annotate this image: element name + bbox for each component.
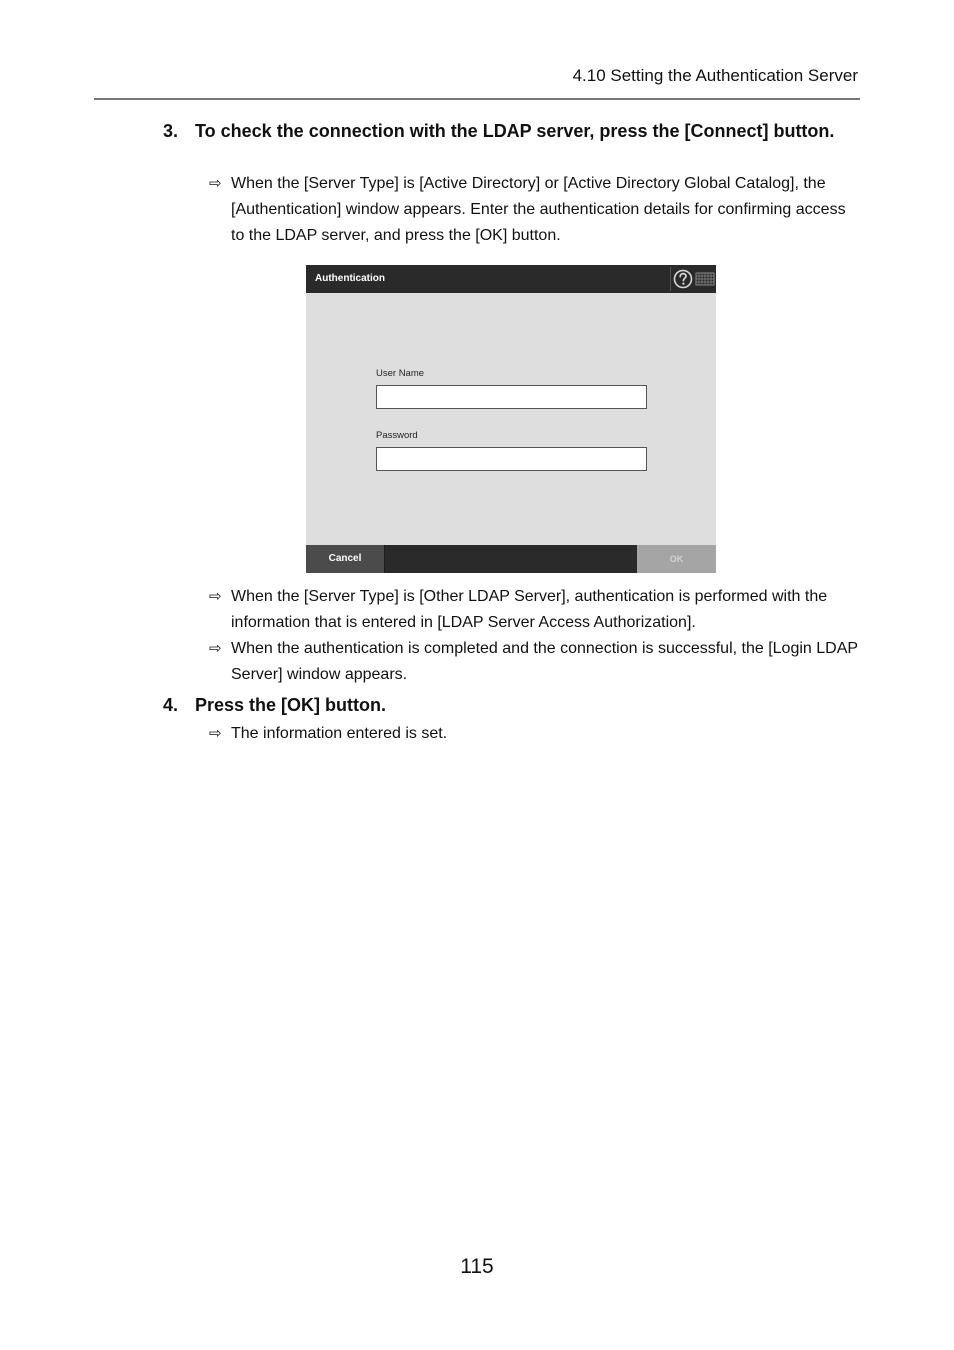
user-name-input[interactable] bbox=[376, 385, 647, 409]
result-text: When the [Server Type] is [Active Directory] or [Active Directory Global Catalog], the [Authentication] window appears. Enter the authentication details for confirming access to the LDAP server, and press the [OK] button. bbox=[231, 175, 846, 244]
help-icon bbox=[671, 267, 695, 291]
password-label: Password bbox=[376, 430, 418, 441]
right-arrow-icon: ⇨ bbox=[209, 640, 222, 657]
running-header: 4.10 Setting the Authentication Server bbox=[572, 66, 858, 85]
authentication-dialog bbox=[306, 265, 716, 573]
right-arrow-icon: ⇨ bbox=[209, 725, 222, 742]
right-arrow-icon: ⇨ bbox=[209, 175, 222, 192]
dialog-button-bar bbox=[306, 545, 716, 573]
keyboard-button[interactable] bbox=[694, 267, 716, 291]
dialog-titlebar bbox=[306, 265, 716, 293]
right-arrow-icon: ⇨ bbox=[209, 588, 222, 605]
user-name-label: User Name bbox=[376, 368, 425, 379]
dialog-title: Authentication bbox=[315, 273, 385, 284]
page-number: 115 bbox=[460, 1255, 494, 1278]
step-instruction: To check the connection with the LDAP server, press the [Connect] button. bbox=[195, 121, 835, 141]
step-number: 3. bbox=[163, 121, 179, 141]
step-instruction: Press the [OK] button. bbox=[195, 695, 387, 715]
help-button[interactable] bbox=[670, 267, 694, 291]
result-text: When the [Server Type] is [Other LDAP Server], authentication is performed with the information that is entered in [LDAP Server Access Authorization]. bbox=[231, 588, 828, 631]
result-text: The information entered is set. bbox=[231, 725, 448, 742]
password-input[interactable] bbox=[376, 447, 647, 471]
cancel-button[interactable]: Cancel bbox=[306, 545, 385, 573]
keyboard-icon bbox=[694, 267, 716, 291]
step-number: 4. bbox=[163, 695, 179, 715]
header-divider bbox=[94, 98, 860, 100]
ok-button[interactable]: OK bbox=[637, 545, 716, 573]
result-text: When the authentication is completed and the connection is successful, the [Login LDAP Server] window appears. bbox=[231, 640, 858, 683]
